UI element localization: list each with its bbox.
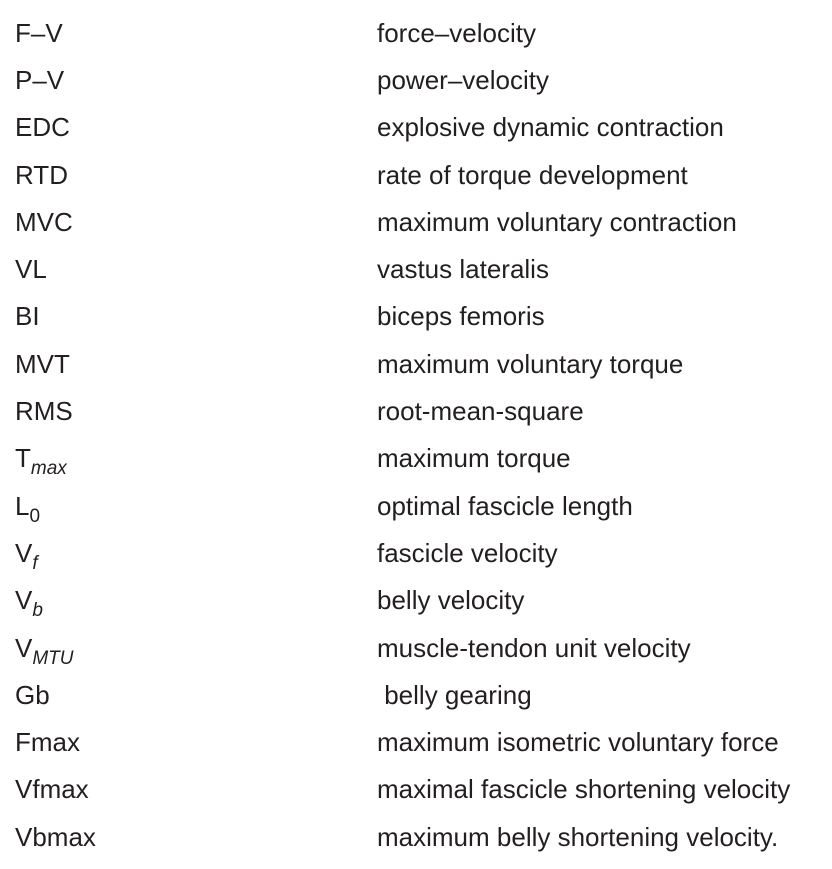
abbreviation-definition: muscle-tendon unit velocity [377, 632, 691, 663]
table-row [15, 9, 830, 56]
table-row [15, 671, 830, 718]
abbreviation-term: $V_b$ [15, 585, 43, 622]
table-row [15, 56, 830, 103]
abbreviation-definition: maximum voluntary contraction [377, 206, 737, 237]
abbreviation-definition: belly gearing [377, 679, 532, 710]
abbreviation-definition: explosive dynamic contraction [377, 112, 724, 143]
abbreviation-definition: maximum voluntary torque [377, 348, 684, 379]
term-subscript: MTU [32, 647, 74, 669]
abbreviation-definition: biceps femoris [377, 301, 545, 332]
table-row [15, 104, 830, 151]
abbreviation-term: BI [15, 301, 40, 332]
abbreviation-term: MVT [15, 348, 70, 379]
table-row [15, 813, 830, 860]
term-subscript: b [32, 600, 43, 622]
abbreviation-term: RTD [15, 159, 68, 190]
abbreviation-definition: power–velocity [377, 64, 549, 95]
table-row [15, 766, 830, 813]
abbreviation-term: Vfmax [15, 774, 89, 805]
abbreviation-term: $V_f$ [15, 537, 38, 574]
table-row [15, 293, 830, 340]
abbreviation-definition: rate of torque development [377, 159, 688, 190]
abbreviation-definition: maximum belly shortening velocity. [377, 821, 779, 852]
abbreviation-definition: belly velocity [377, 585, 525, 616]
table-row [15, 529, 830, 576]
abbreviation-definition: root-mean-square [377, 396, 584, 427]
term-subscript: f [32, 552, 38, 574]
abbreviation-definition: maximum torque [377, 443, 571, 474]
abbreviation-term: MVC [15, 206, 73, 237]
abbreviation-term: VL [15, 254, 47, 285]
abbreviation-term: RMS [15, 396, 73, 427]
table-row [15, 482, 830, 529]
table-row [15, 624, 830, 671]
abbreviation-definition: force–velocity [377, 17, 536, 48]
abbreviation-term: P–V [15, 64, 65, 95]
abbreviation-term: Vbmax [15, 821, 96, 852]
table-row [15, 718, 830, 765]
abbreviation-term: F–V [15, 17, 63, 48]
table-row [15, 340, 830, 387]
abbreviation-term: $L_0$ [15, 490, 41, 527]
abbreviation-term: $T_{max}$ [15, 443, 67, 480]
abbreviation-term: EDC [15, 112, 70, 143]
abbreviation-definition: maximum isometric voluntary force [377, 727, 779, 758]
table-row [15, 198, 830, 245]
term-subscript: max [30, 458, 67, 480]
abbreviation-term: Gb [15, 679, 50, 710]
abbreviation-definition: optimal fascicle length [377, 490, 633, 521]
abbreviation-definition: fascicle velocity [377, 537, 558, 568]
table-row [15, 387, 830, 434]
abbreviation-term: Fmax [15, 727, 80, 758]
table-row [15, 577, 830, 624]
table-row [15, 245, 830, 292]
table-row [15, 435, 830, 482]
term-subscript: 0 [29, 505, 41, 527]
table-row [15, 151, 830, 198]
abbreviation-definition: vastus lateralis [377, 254, 549, 285]
abbreviation-term: $V_{MTU}$ [15, 632, 74, 669]
abbreviation-definition: maximal fascicle shortening velocity [377, 774, 791, 805]
abbreviation-table [15, 9, 830, 860]
